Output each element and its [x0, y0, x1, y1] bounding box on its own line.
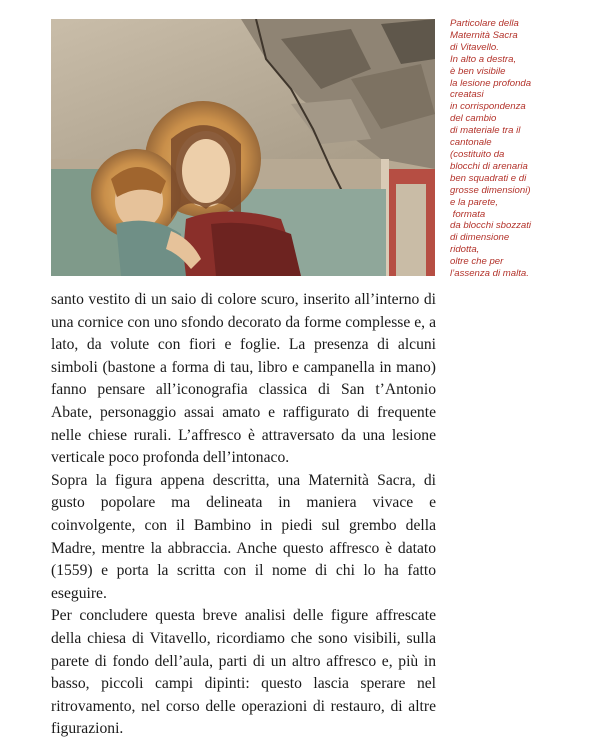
fresco-photo — [51, 19, 435, 276]
caption-line: Particolare della — [450, 18, 519, 29]
caption-line: In alto a destra, — [450, 53, 517, 65]
caption-line: cantonale — [450, 137, 492, 149]
caption-line: ben squadrati e di — [450, 172, 527, 184]
figure-caption — [450, 18, 588, 280]
article-body — [51, 289, 436, 741]
caption-line: di Vitavello. — [450, 41, 499, 53]
caption-line: blocchi di arenaria — [450, 160, 528, 172]
caption-line: è ben visibile — [450, 65, 506, 77]
caption-line: e la parete, — [450, 196, 499, 208]
caption-line: (costituito da — [450, 148, 505, 160]
caption-line: in corrispondenza — [450, 101, 526, 113]
caption-line: Maternità Sacra — [450, 29, 518, 41]
caption-line: di materiale tra il — [450, 125, 521, 137]
caption-line: del cambio — [450, 113, 497, 125]
body-paragraph: Sopra la figura appena descritta, una Maternità Sacra, di gusto popolare ma delineata in maniera vivace e coinvolgente, con il Bambino in piedi sul grembo della Madre, mentre la abbraccia. Anche questo affresco è datato (1559) e porta la scritta con il nome di chi lo ha fatto eseguire. — [51, 471, 436, 602]
body-paragraph: Per concludere questa breve analisi delle figure affrescate della chiesa di Vitavello, ricordiamo che sono visibili, sulla parete di fondo dell’aula, parti di un altro affresco e, più in basso, piccoli campi dipinti: questo lascia sperare nel ritrovamento, nel corso delle operazioni di restauro, di altre figurazioni. — [51, 607, 436, 738]
caption-line: di dimensione — [450, 232, 510, 244]
caption-line: formata — [450, 208, 486, 220]
caption-line: l’assenza di malta. — [450, 268, 529, 280]
caption-line: oltre che per — [450, 256, 504, 268]
caption-line: creatasi — [450, 89, 484, 101]
caption-line: grosse dimensioni) — [450, 184, 531, 196]
body-paragraph: santo vestito di un saio di colore scuro, inserito all’interno di una cornice con uno sfondo decorato da forme complesse e, a lato, da volute con fiori e foglie. La presenza di alcuni simboli (bastone a forma di tau, libro e campanella in mano) fanno pensare all’iconografia classica di San t’Antonio Abate, personaggio assai amato e raffigurato di frequente nelle chiese rurali. L’affresco è attraversato da una lesione verticale poco profonda dell’intonaco. — [51, 291, 436, 467]
caption-line: la lesione profonda — [450, 77, 532, 89]
caption-line: da blocchi sbozzati — [450, 220, 532, 232]
caption-line: ridotta, — [450, 244, 480, 256]
